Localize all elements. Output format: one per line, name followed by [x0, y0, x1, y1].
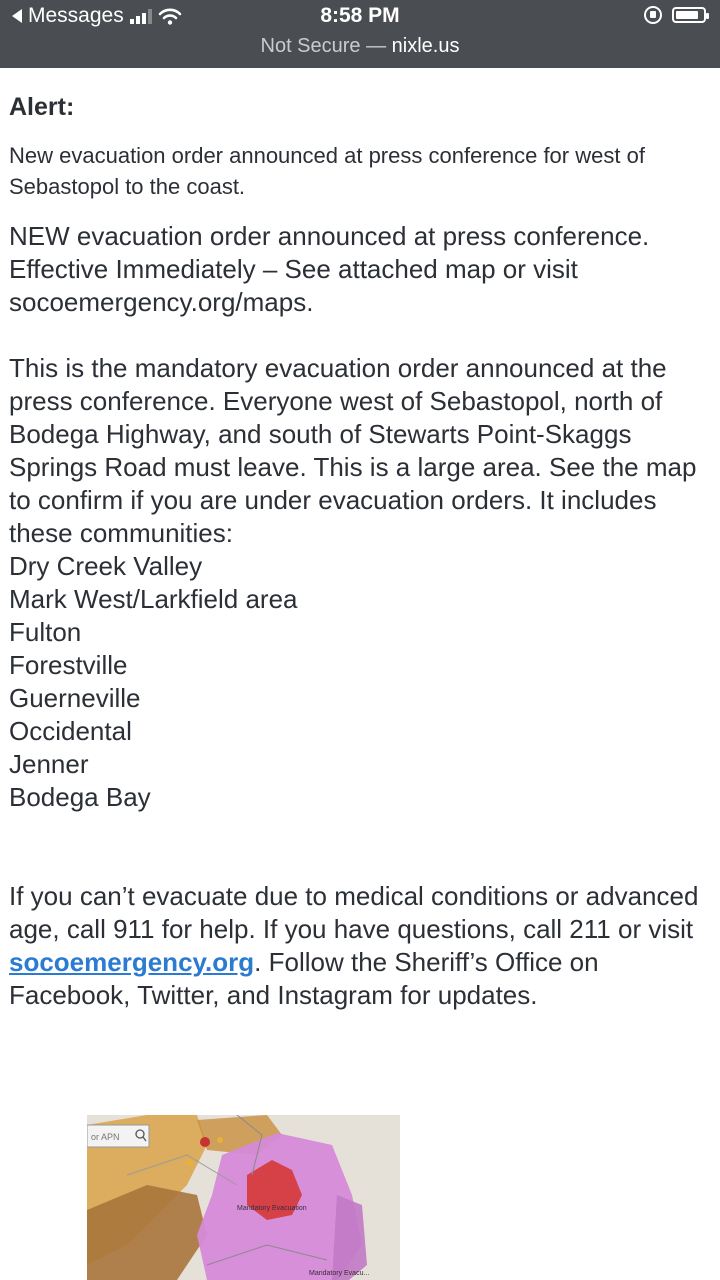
battery-icon [672, 7, 706, 23]
clock-time: 8:58 PM [320, 4, 400, 27]
paragraph-3-text: If you can’t evacuate due to medical conditions or advanced age, call 911 for help. If you have questions, call 211 or visit [9, 881, 699, 944]
map-zone-label: Mandatory Evacuation [237, 1205, 307, 1212]
alert-heading: Alert: [9, 93, 75, 121]
url-domain: nixle.us [391, 35, 460, 57]
community-list [9, 550, 709, 814]
security-label: Not Secure — [260, 35, 392, 57]
status-right [644, 6, 706, 24]
community-item: Bodega Bay [9, 782, 151, 812]
community-item: Jenner [9, 749, 89, 779]
community-item: Mark West/Larkfield area [9, 584, 298, 614]
community-item: Guerneville [9, 683, 141, 713]
socoemergency-link[interactable]: socoemergency.org [9, 947, 255, 977]
evacuation-map [87, 1115, 400, 1280]
alert-paragraph-2: This is the mandatory evacuation order announced at the press conference. Everyone west of Sebastopol, north of Bodega Highway, and south of Stewarts Point-Skaggs Springs Road must leave. This is a large area. See the map to confirm if you are under evacuation orders. It includes these communities: [9, 353, 697, 548]
status-bar [0, 0, 720, 68]
alert-content [9, 88, 709, 1012]
battery-fill [676, 11, 698, 19]
community-item: Forestville [9, 650, 128, 680]
alert-paragraph-3 [9, 880, 709, 1012]
community-item: Occidental [9, 716, 132, 746]
community-item: Dry Creek Valley [9, 551, 203, 581]
alert-paragraph-1: NEW evacuation order announced at press conference. Effective Immediately – See attached map or visit socoemergency.org/maps. [9, 221, 650, 317]
back-app-label: Messages [28, 4, 124, 27]
address-bar[interactable] [0, 35, 720, 58]
evacuation-map-image[interactable] [87, 1115, 400, 1280]
community-item: Fulton [9, 617, 82, 647]
orientation-lock-icon [644, 6, 662, 24]
alert-summary: New evacuation order announced at press conference for west of Sebastopol to the coast. [9, 143, 645, 199]
paragraph-3-text-end: . Follow the Sheriff’s Office on Facebook, Twitter, and Instagram for updates. [9, 947, 599, 1010]
map-search-placeholder: or APN [91, 1132, 120, 1142]
map-zone-label-2: Mandatory Evacu... [309, 1270, 370, 1277]
